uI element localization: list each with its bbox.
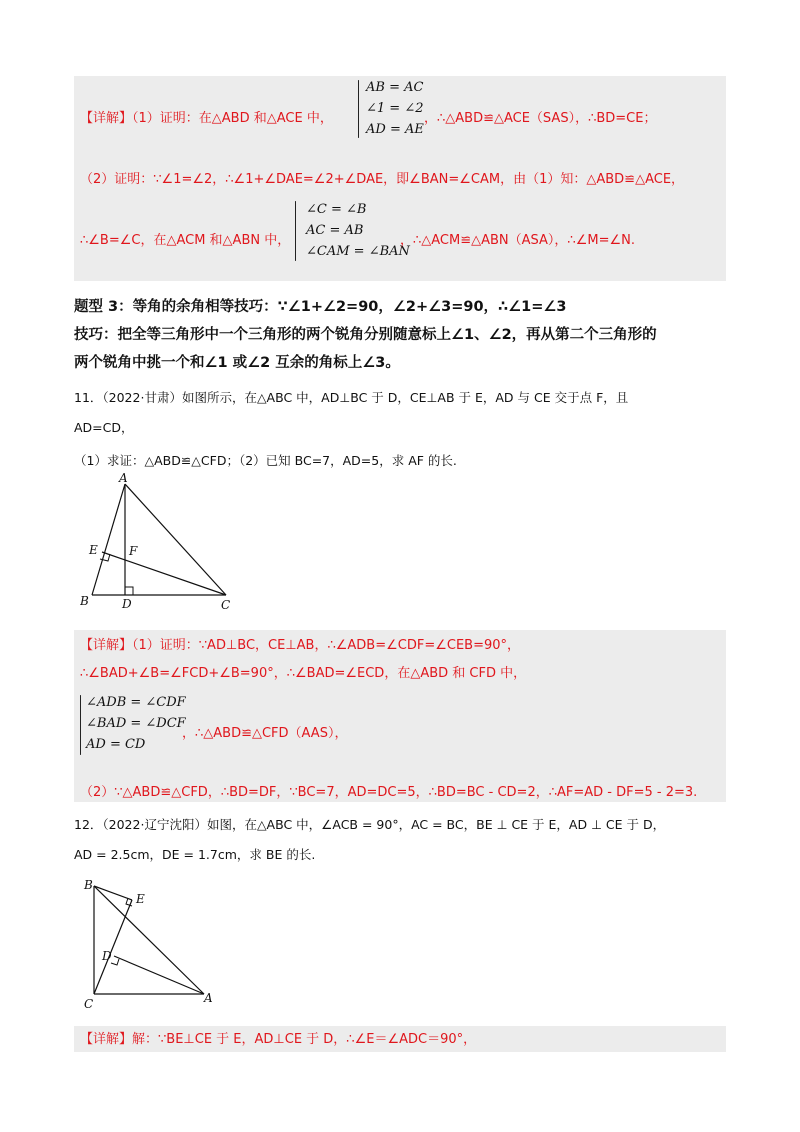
q11-right-angle-e	[100, 554, 110, 561]
solution11-line3: （2）∵△ABD≌△CFD，∴BD=DF，∵BC=7，AD=DC=5，∴BD=BC - CD=2，∴AF=AD - DF=5 - 2=3.	[80, 785, 698, 800]
q12-segment-be	[94, 886, 132, 900]
q11-line1: 11．（2022·甘肃）如图所示，在△ABC 中，AD⊥BC 于 D，CE⊥AB 于 E，AD 与 CE 交于点 F，且	[74, 390, 629, 405]
q11-side-ab	[92, 484, 125, 595]
solution12-line1-text: 解：∵BE⊥CE 于 E，AD⊥CE 于 D，∴∠E＝∠ADC＝90°，	[132, 1032, 477, 1047]
solution11-line1-text: （1）证明：∵AD⊥BC，CE⊥AB，∴∠ADB=∠CDF=∠CEB=90°，	[132, 638, 521, 653]
solution11-sys-suffix: ，∴△ABD≌△CFD（AAS），	[182, 726, 348, 741]
equation-system-3	[86, 692, 186, 755]
type3-tip-line2: 两个锐角中挑一个和∠1 或∠2 互余的角标上∠3。	[74, 355, 400, 371]
solution1-p2-prefix: ∴∠B=∠C，在△ACM 和△ABN 中，	[80, 233, 291, 248]
solution-tag: 【详解】	[80, 1032, 133, 1047]
solution1-line1	[80, 110, 333, 128]
brace-3	[80, 695, 81, 755]
q11-label-d: D	[122, 597, 132, 611]
q12-line1: 12．（2022·辽宁沈阳）如图，在△ABC 中，∠ACB = 90°，AC = BC，BE ⊥ CE 于 E，AD ⊥ CE 于 D，	[74, 817, 666, 832]
q12-side-ba	[94, 886, 204, 994]
equation-system-1	[366, 77, 424, 140]
type3-tip-line1: 技巧：把全等三角形中一个三角形的两个锐角分别随意标上∠1、∠2，再从第二个三角形的	[74, 327, 657, 343]
sys1-eq3: AD = AE	[366, 122, 424, 137]
sys2-eq3: ∠CAM = ∠BAN	[306, 244, 410, 259]
solution1-p1-prefix: （1）证明：在△ABD 和△ACE 中，	[132, 111, 333, 126]
type3-title: 题型 3：等角的余角相等技巧：∵∠1+∠2=90，∠2+∠3=90，∴∠1=∠3	[74, 299, 567, 315]
solution11-line2: ∴∠BAD+∠B=∠FCD+∠B=90°，∴∠BAD=∠ECD，在△ABD 和 CFD 中，	[80, 666, 527, 681]
solution12-line1	[80, 1031, 476, 1049]
q12-segment-ad	[114, 956, 204, 994]
q11-label-b: B	[80, 594, 89, 608]
q11-label-e: E	[89, 543, 98, 557]
sys2-eq1: ∠C = ∠B	[306, 202, 367, 217]
q12-line2: AD = 2.5cm，DE = 1.7cm，求 BE 的长.	[74, 847, 316, 862]
solution-tag: 【详解】	[80, 638, 133, 653]
sys3-eq1: ∠ADB = ∠CDF	[86, 695, 186, 710]
sys2-eq2: AC = AB	[306, 223, 364, 238]
q12-label-c: C	[84, 997, 94, 1011]
sys3-eq3: AD = CD	[86, 737, 146, 752]
brace-1	[358, 80, 359, 138]
q11-figure	[80, 472, 250, 617]
q12-line-ce	[94, 900, 132, 994]
q11-label-f: F	[129, 544, 138, 558]
solution1-p1-suffix: ，∴△ABD≌△ACE（SAS），∴BD=CE；	[424, 111, 657, 126]
q11-side-ac	[125, 484, 226, 595]
sys1-eq2: ∠1 = ∠2	[366, 101, 424, 116]
q12-figure	[80, 876, 230, 1016]
q12-label-e: E	[136, 892, 145, 906]
q12-right-angle-d	[111, 959, 119, 965]
q11-right-angle-d	[125, 587, 133, 595]
q12-label-a: A	[204, 991, 213, 1005]
q12-label-d: D	[102, 949, 112, 963]
solution11-line1	[80, 637, 520, 655]
brace-2	[295, 201, 296, 261]
q11-line2: AD=CD，	[74, 420, 134, 435]
solution-tag: 【详解】	[80, 111, 133, 126]
sys3-eq2: ∠BAD = ∠DCF	[86, 716, 186, 731]
sys1-eq1: AB = AC	[366, 80, 424, 95]
q11-line3: （1）求证：△ABD≌△CFD；（2）已知 BC=7，AD=5，求 AF 的长.	[74, 453, 457, 468]
q12-label-b: B	[84, 878, 93, 892]
equation-system-2	[306, 199, 410, 262]
solution1-p2-line1: （2）证明：∵∠1=∠2，∴∠1+∠DAE=∠2+∠DAE，即∠BAN=∠CAM，由（1）知：△ABD≌△ACE，	[80, 172, 685, 187]
solution1-p2-suffix: ，∴△ACM≌△ABN（ASA），∴∠M=∠N.	[400, 233, 635, 248]
q11-label-a: A	[119, 472, 128, 485]
q11-label-c: C	[221, 598, 231, 612]
q11-altitude-ce	[102, 552, 226, 595]
